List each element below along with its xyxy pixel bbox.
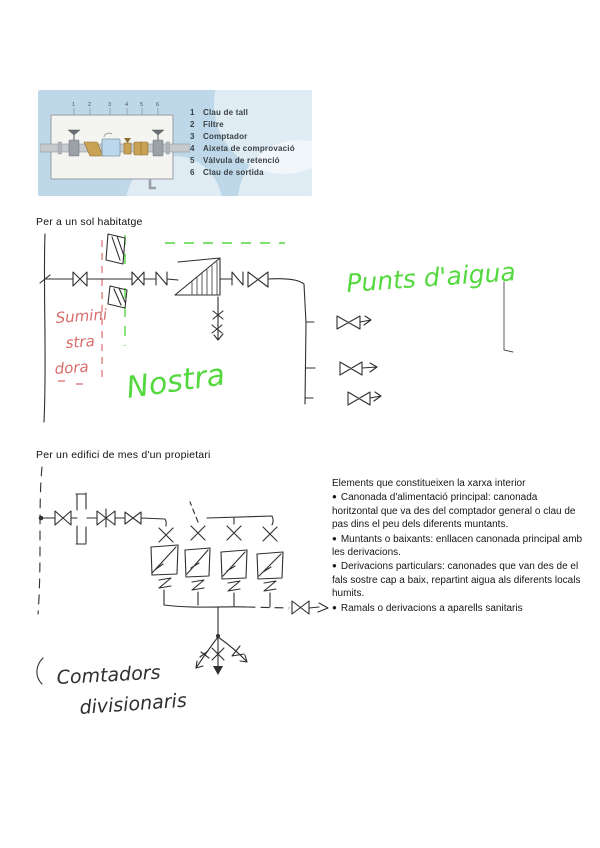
meter-box-diagram — [40, 95, 190, 192]
meter-column-4 — [207, 516, 283, 607]
callout-numbers — [72, 102, 159, 108]
supplier-boundary-dashes — [58, 381, 83, 384]
supplier-label-line2: stra — [65, 332, 96, 352]
legend-item — [190, 141, 295, 153]
street-boundary-line — [38, 467, 42, 614]
entry-valve-symbol — [132, 272, 144, 285]
legend-number: 5 — [190, 156, 195, 165]
legend-label: Aixeta de comprovació — [203, 144, 295, 153]
network-elements-text — [332, 477, 586, 615]
general-meter-symbol — [175, 258, 220, 295]
meter-column-3 — [221, 518, 247, 606]
bullet-glyph: ● — [332, 561, 337, 571]
arrowhead — [213, 666, 223, 675]
info-bullet — [332, 490, 586, 531]
legend-label: Clau de tall — [203, 108, 249, 117]
water-points-label: Punts d'aigua — [345, 257, 517, 298]
legend-number: 2 — [190, 120, 195, 129]
legend-number: 1 — [190, 108, 195, 117]
pipe-flange — [166, 142, 170, 154]
brace-mark — [37, 658, 43, 684]
street-valve-symbol — [55, 511, 71, 525]
info-title: Elements que constitueixen la xarxa interior — [332, 478, 526, 489]
legend-item — [190, 129, 295, 141]
legend-label: Clau de sortida — [203, 168, 264, 177]
callout-1: 1 — [72, 102, 76, 108]
meter-assembly-figure — [38, 90, 312, 196]
legend-item — [190, 105, 295, 117]
single-dwelling-sketch — [30, 228, 530, 435]
general-valve-symbol — [125, 512, 141, 524]
callout-5: 5 — [140, 102, 144, 108]
water-point-branch — [305, 392, 381, 405]
pipe-flange — [58, 142, 62, 154]
section-title-single-dwelling: Per a un sol habitatge — [36, 216, 143, 228]
info-bullet — [332, 532, 586, 560]
info-bullet-text: Canonada d'alimentació principal: canonada horitzontal que va des del comptador general o clau de pas dins el peu dels diferents muntants. — [332, 492, 576, 531]
bullet-glyph: ● — [332, 492, 337, 502]
section-title-multi-owner: Per un edifici de mes d'un propietari — [36, 449, 211, 461]
union-symbol — [156, 272, 167, 285]
water-point-branch — [306, 362, 377, 375]
supplier-label-line1: Sumini — [55, 305, 108, 327]
feed-pipe-elbow — [141, 518, 166, 526]
divisional-meters-label-line2: divisionaris — [78, 689, 188, 719]
legend-item — [190, 117, 295, 129]
multi-owner-sketch — [25, 462, 335, 748]
info-bullet-text: Derivacions particulars: canonades que van des de el fals sostre cap a baix, repartint aigua als diferents locals humits. — [332, 561, 581, 600]
info-bullet — [332, 601, 586, 615]
derivation-arrow-middle — [212, 638, 224, 675]
collector-valve-arrow — [292, 601, 328, 614]
bullet-glyph: ● — [332, 602, 337, 612]
legend-number: 3 — [190, 132, 195, 141]
water-point-branch — [306, 316, 371, 329]
bullet-glyph: ● — [332, 533, 337, 543]
supplier-label-line3: dora — [54, 357, 90, 378]
collector-pipe-dashed — [247, 607, 289, 608]
callout-4: 4 — [125, 102, 129, 108]
drain-stub — [150, 179, 156, 188]
street-main-line — [44, 234, 45, 422]
legend-number: 6 — [190, 168, 195, 177]
service-pipe — [167, 279, 178, 280]
legend-item — [190, 165, 295, 177]
meter-column-1 — [151, 528, 178, 605]
retention-valve — [134, 142, 148, 155]
legend-number: 4 — [190, 144, 195, 153]
shutoff-valve-symbol — [73, 272, 87, 286]
divisional-meters-label-line1: Comtadors — [56, 661, 162, 689]
wall-sleeve-symbol — [76, 493, 86, 544]
callout-3: 3 — [108, 102, 112, 108]
meter-column-2 — [185, 502, 210, 605]
riser-line — [268, 279, 306, 404]
outlet-valve-symbol — [248, 272, 268, 287]
callout-2: 2 — [88, 102, 92, 108]
legend-label: Vàlvula de retenció — [203, 156, 280, 165]
extra-pipe-segment — [504, 282, 513, 352]
info-bullet-text: Muntants o baixants: enllacen canonada principal amb les derivacions. — [332, 533, 583, 559]
figure-legend — [190, 105, 295, 177]
ours-label: Nostra — [124, 357, 228, 406]
wall-crossing-hatch — [106, 234, 127, 308]
info-bullet-text: Ramals o derivacions a aparells sanitaris — [340, 602, 523, 614]
callout-6: 6 — [156, 102, 160, 108]
legend-item — [190, 153, 295, 165]
legend-label: Comptador — [203, 132, 248, 141]
union-symbol — [232, 272, 243, 285]
legend-label: Filtre — [203, 120, 224, 129]
entry-valve-symbol — [97, 509, 115, 527]
derivation-arrow-left — [196, 637, 218, 668]
info-bullet — [332, 559, 586, 600]
meter-drain-line — [212, 297, 223, 340]
